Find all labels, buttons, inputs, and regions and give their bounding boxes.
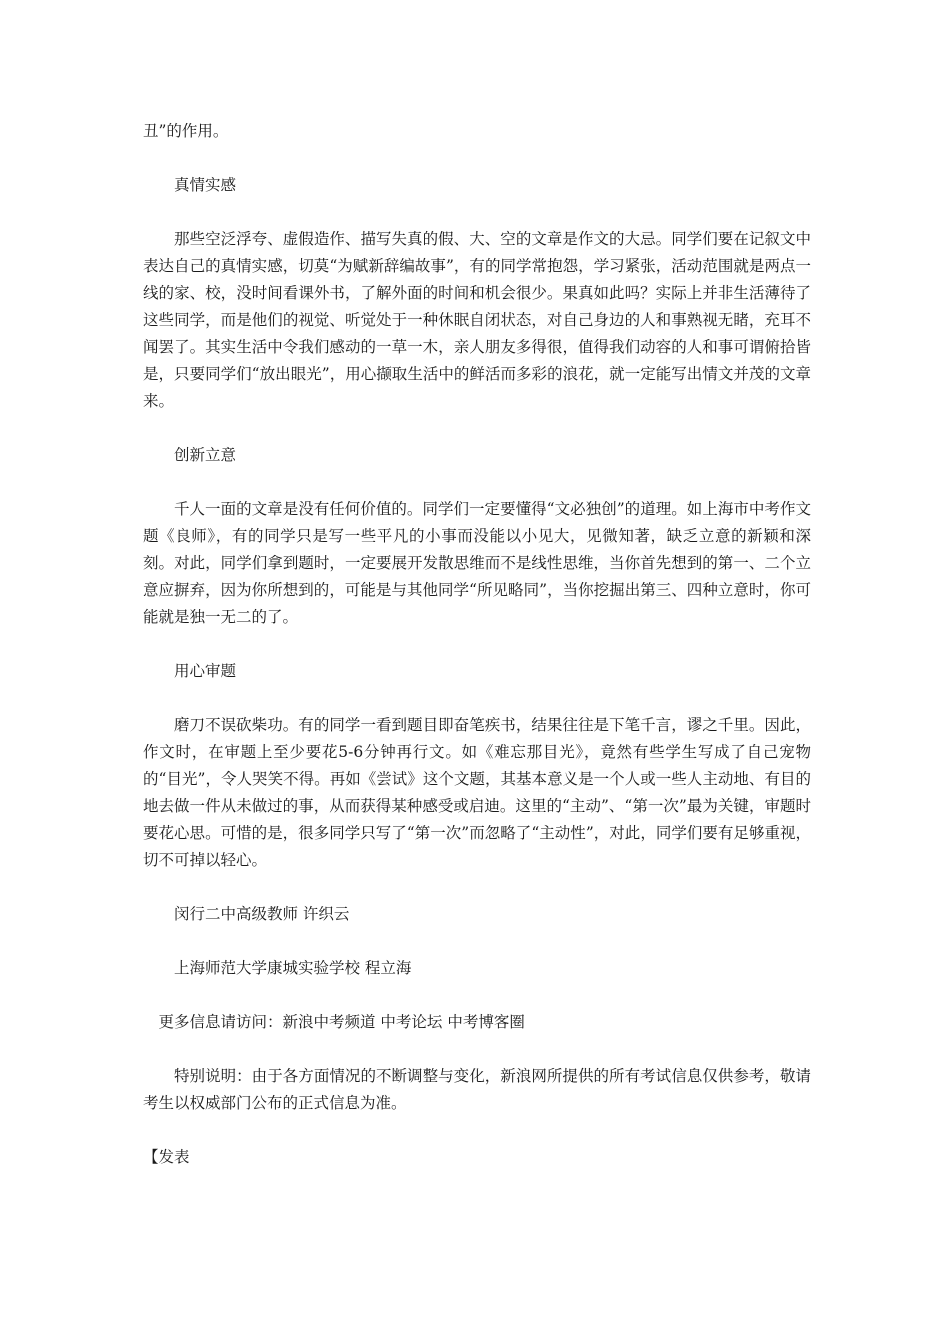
more-info-links[interactable]: 更多信息请访问：新浪中考频道 中考论坛 中考博客圈 bbox=[158, 1013, 525, 1031]
section-heading-innovation: 创新立意 bbox=[174, 446, 237, 464]
section-body-sincerity: 那些空泛浮夸、虚假造作、描写失真的假、大、空的文章是作文的大忌。同学们要在记叙文中表达自己的真情实感，切莫“为赋新辞编故事”，有的同学常抱怨，学习紧张，活动范围就是两点一线的家、校，没时间看课外书，了解外面的时间和机会很少。果真如此吗？实际上并非生活薄待了这些同学，而是他们的视觉、听觉处于一种休眠自闭状态，对自己身边的人和事熟视无睹，充耳不闻罢了。其实生活中令我们感动的一草一木，亲人朋友多得很，值得我们动容的人和事可谓俯拾皆是，只要同学们“放出眼光”，用心撷取生活中的鲜活而多彩的浪花，就一定能写出情文并茂的文章来。 bbox=[143, 230, 811, 410]
disclaimer-text: 特别说明：由于各方面情况的不断调整与变化，新浪网所提供的所有考试信息仅供参考，敬请考生以权威部门公布的正式信息为准。 bbox=[143, 1067, 811, 1112]
section-heading-sincerity: 真情实感 bbox=[174, 176, 237, 194]
section-body-innovation: 千人一面的文章是没有任何价值的。同学们一定要懂得“文必独创”的道理。如上海市中考作文题《良师》，有的同学只是写一些平凡的小事而没能以小见大，见微知著，缺乏立意的新颖和深刻。对此，同学们拿到题时，一定要展开发散思维而不是线性思维，当你首先想到的第一、二个立意应摒弃，因为你所想到的，可能是与其他同学“所见略同”，当你挖掘出第三、四种立意时，你可能就是独一无二的了。 bbox=[143, 500, 811, 626]
author-line-1: 闵行二中高级教师 许织云 bbox=[174, 905, 350, 923]
document-page bbox=[143, 118, 811, 1171]
section-body-topic-review: 磨刀不误砍柴功。有的同学一看到题目即奋笔疾书，结果往往是下笔千言，谬之千里。因此，作文时，在审题上至少要花5-6分钟再行文。如《难忘那目光》，竟然有些学生写成了自己宠物的“目光”，令人哭笑不得。再如《尝试》这个文题，其基本意义是一个人或一些人主动地、有目的地去做一件从未做过的事，从而获得某种感受或启迪。这里的“主动”、“第一次”最为关键，审题时要花心思。可惜的是，很多同学只写了“第一次”而忽略了“主动性”，对此，同学们要有足够重视，切不可掉以轻心。 bbox=[143, 716, 811, 869]
footer-post-link[interactable]: 【发表 bbox=[143, 1148, 190, 1166]
author-line-2: 上海师范大学康城实验学校 程立海 bbox=[174, 959, 412, 977]
intro-tail-text: 丑”的作用。 bbox=[143, 122, 229, 140]
section-heading-topic-review: 用心审题 bbox=[174, 662, 237, 680]
